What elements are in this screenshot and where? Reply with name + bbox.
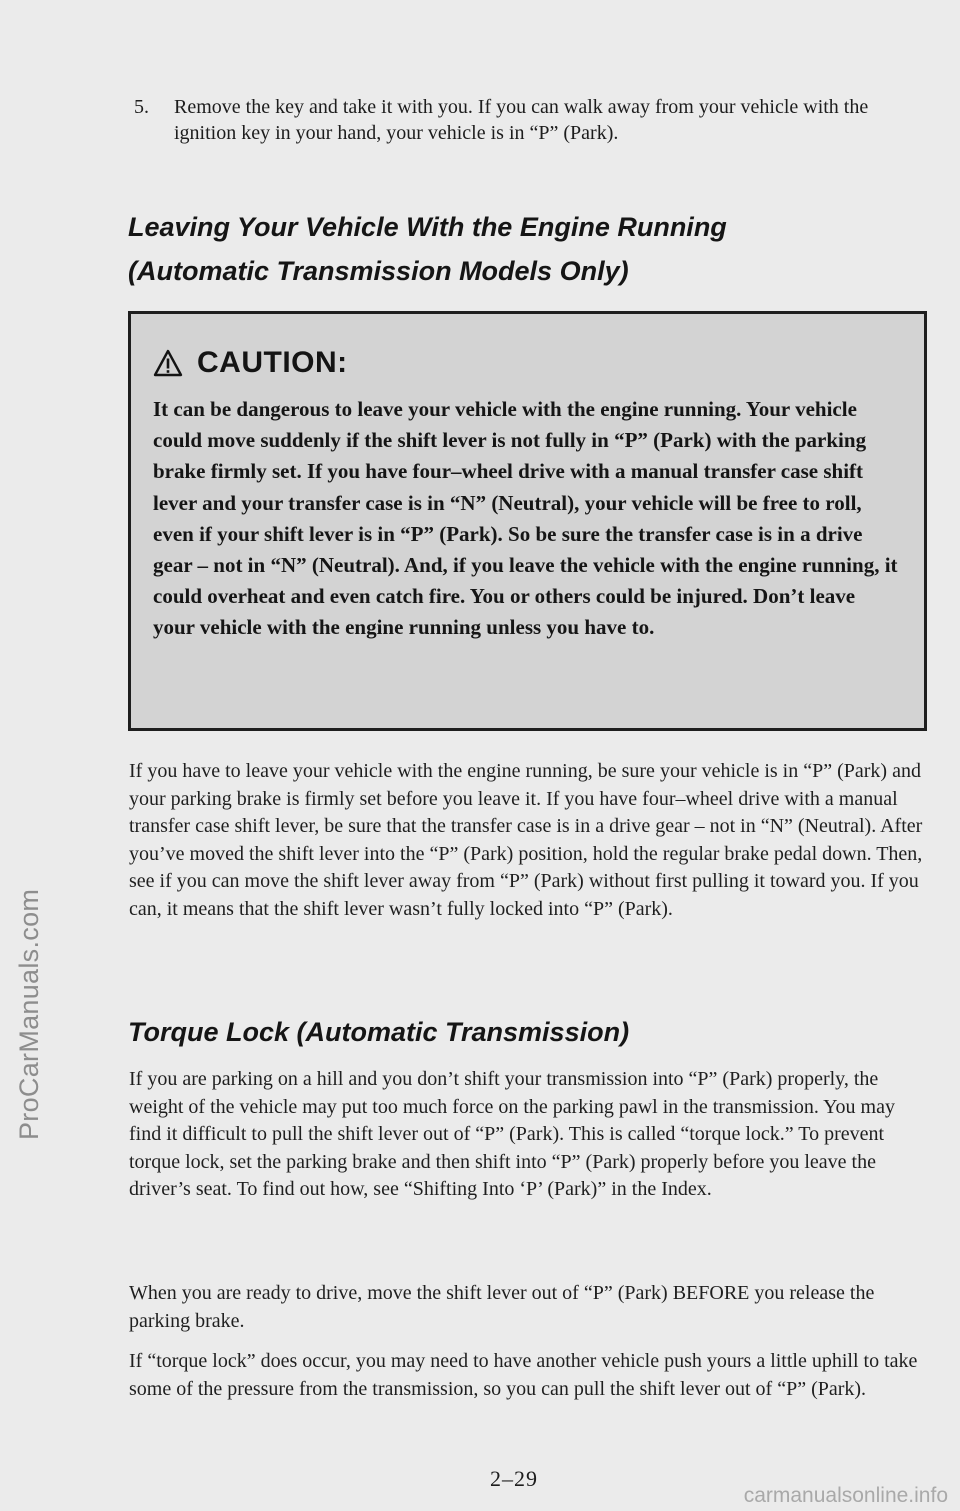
section-heading-torque-lock: Torque Lock (Automatic Transmission) (128, 1017, 630, 1047)
side-watermark: ProCarManuals.com (14, 888, 44, 1140)
caution-text: It can be dangerous to leave your vehicle with the engine running. Your vehicle could move suddenly if the shift lever is not fully in “P” (Park) with the parking brake firmly set. If you have four–wheel drive with a manual transfer case shift lever and your transfer case is in “N” (Neutral), your vehicle will be free to roll, even if your shift lever is in “P” (Park). So be sure the transfer case is in a drive gear – not in “N” (Neutral). And, if you leave the vehicle with the engine running, it could overheat and even catch fire. You or others could be injured. Don’t leave your vehicle with the engine running unless you have to. (153, 397, 898, 640)
step-5 (134, 95, 924, 146)
heading-line-1: Leaving Your Vehicle With the Engine Running (128, 212, 727, 242)
warning-triangle-icon (153, 349, 183, 377)
caution-title: CAUTION: (197, 346, 348, 379)
paragraph-torque-lock: If you are parking on a hill and you don’t shift your transmission into “P” (Park) properly, the weight of the vehicle may put too much force on the parking pawl in the transmission. You may find it difficult to pull the shift lever out of “P” (Park). This is called “torque lock.” To prevent torque lock, set the parking brake and then shift into “P” (Park) properly before you leave the driver’s seat. To find out how, see “Shifting Into ‘P’ (Park)” in the Index. (129, 1068, 895, 1200)
paragraph-torque-lock-occurs: If “torque lock” does occur, you may need to have another vehicle push yours a little uphill to take some of the pressure from the transmission, so you can pull the shift lever out of “P” (Park). (129, 1350, 918, 1400)
step-number: 5. (134, 96, 149, 118)
section-heading-leaving-vehicle (128, 205, 727, 293)
footer-watermark: carmanualsonline.info (743, 1484, 948, 1507)
paragraph-ready-to-drive: When you are ready to drive, move the shift lever out of “P” (Park) BEFORE you release the parking brake. (129, 1282, 875, 1332)
caution-header (153, 346, 348, 380)
heading-line-2: (Automatic Transmission Models Only) (128, 256, 629, 286)
page-number: 2–29 (490, 1466, 538, 1491)
paragraph-engine-running: If you have to leave your vehicle with the engine running, be sure your vehicle is in “P” (Park) and your parking brake is firmly set before you leave it. If you have four–wheel drive with a manual transfer case shift lever, be sure that the transfer case is in a drive gear – not in “N” (Neutral). After you’ve moved the shift lever into the “P” (Park) position, hold the regular brake pedal down. Then, see if you can move the shift lever away from “P” (Park) without first pulling it toward you. If you can, it means that the shift lever wasn’t fully locked into “P” (Park). (129, 760, 923, 920)
caution-box (128, 311, 927, 731)
step-text: Remove the key and take it with you. If you can walk away from your vehicle with the ignition key in your hand, your vehicle is in “P” (Park). (174, 96, 869, 144)
